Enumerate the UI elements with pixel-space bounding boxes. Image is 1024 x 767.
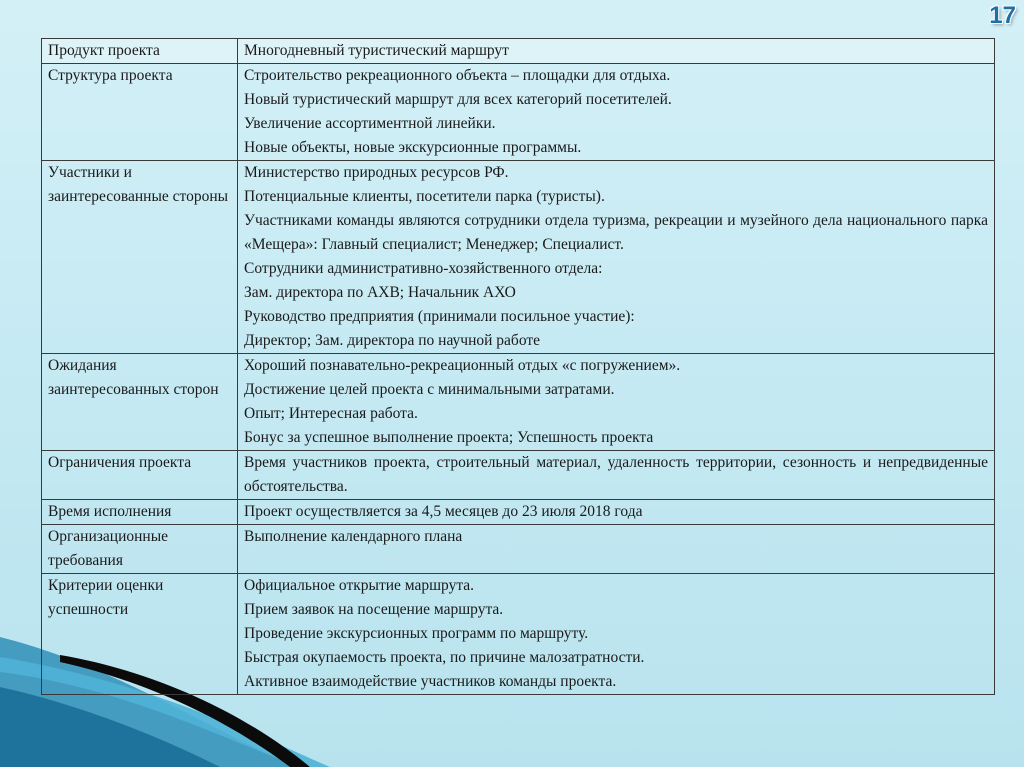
content-line: Прием заявок на посещение маршрута. — [244, 601, 504, 618]
content-line: Новый туристический маршрут для всех категорий посетителей. — [244, 91, 672, 108]
content-line: Проведение экскурсионных программ по маршруту. — [244, 625, 589, 642]
row-label: Критерии оценки успешности — [42, 574, 238, 695]
slide-number: 17 — [989, 2, 1016, 29]
row-content — [238, 500, 995, 525]
table-row — [42, 451, 995, 500]
content-line: Участниками команды являются сотрудники отдела туризма, рекреации и музейного дела национального парка «Мещера»: Главный специалист; Менеджер; Специалист. — [244, 212, 988, 253]
row-content — [238, 525, 995, 574]
row-label: Время исполнения — [42, 500, 238, 525]
content-line: Директор; Зам. директора по научной работе — [244, 332, 541, 349]
table-row — [42, 354, 995, 451]
table-row — [42, 500, 995, 525]
table-row — [42, 39, 995, 64]
content-line: Министерство природных ресурсов РФ. — [244, 164, 509, 181]
row-label: Ограничения проекта — [42, 451, 238, 500]
table-row — [42, 525, 995, 574]
content-line: Достижение целей проекта с минимальными затратами. — [244, 381, 615, 398]
row-content — [238, 574, 995, 695]
content-line: Активное взаимодействие участников команды проекта. — [244, 673, 617, 690]
row-label: Участники и заинтересованные стороны — [42, 161, 238, 354]
content-line: Руководство предприятия (принимали посильное участие): — [244, 308, 635, 325]
table-row — [42, 161, 995, 354]
content-line: Сотрудники административно-хозяйственного отдела: — [244, 260, 603, 277]
row-label: Структура проекта — [42, 64, 238, 161]
content-line: Строительство рекреационного объекта – площадки для отдыха. — [244, 67, 671, 84]
content-line: Опыт; Интересная работа. — [244, 405, 418, 422]
row-label: Организационные требования — [42, 525, 238, 574]
content-line: Зам. директора по АХВ; Начальник АХО — [244, 284, 516, 301]
content-line: Выполнение календарного плана — [244, 528, 463, 545]
content-line: Новые объекты, новые экскурсионные программы. — [244, 139, 582, 156]
row-label: Ожидания заинтересованных сторон — [42, 354, 238, 451]
content-line: Быстрая окупаемость проекта, по причине малозатратности. — [244, 649, 645, 666]
content-line: Многодневный туристический маршрут — [244, 42, 509, 59]
content-line: Время участников проекта, строительный материал, удаленность территории, сезонность и непредвиденные обстоятельства. — [244, 454, 988, 495]
content-line: Бонус за успешное выполнение проекта; Успешность проекта — [244, 429, 654, 446]
content-line: Проект осуществляется за 4,5 месяцев до 23 июля 2018 года — [244, 503, 643, 520]
row-content — [238, 354, 995, 451]
content-line: Увеличение ассортиментной линейки. — [244, 115, 496, 132]
project-charter-table — [41, 38, 995, 695]
row-content — [238, 451, 995, 500]
row-content — [238, 161, 995, 354]
row-content — [238, 64, 995, 161]
content-line: Потенциальные клиенты, посетители парка (туристы). — [244, 188, 605, 205]
row-content — [238, 39, 995, 64]
content-line: Официальное открытие маршрута. — [244, 577, 475, 594]
content-line: Хороший познавательно-рекреационный отдых «с погружением». — [244, 357, 681, 374]
table-row — [42, 64, 995, 161]
table-row — [42, 574, 995, 695]
row-label: Продукт проекта — [42, 39, 238, 64]
